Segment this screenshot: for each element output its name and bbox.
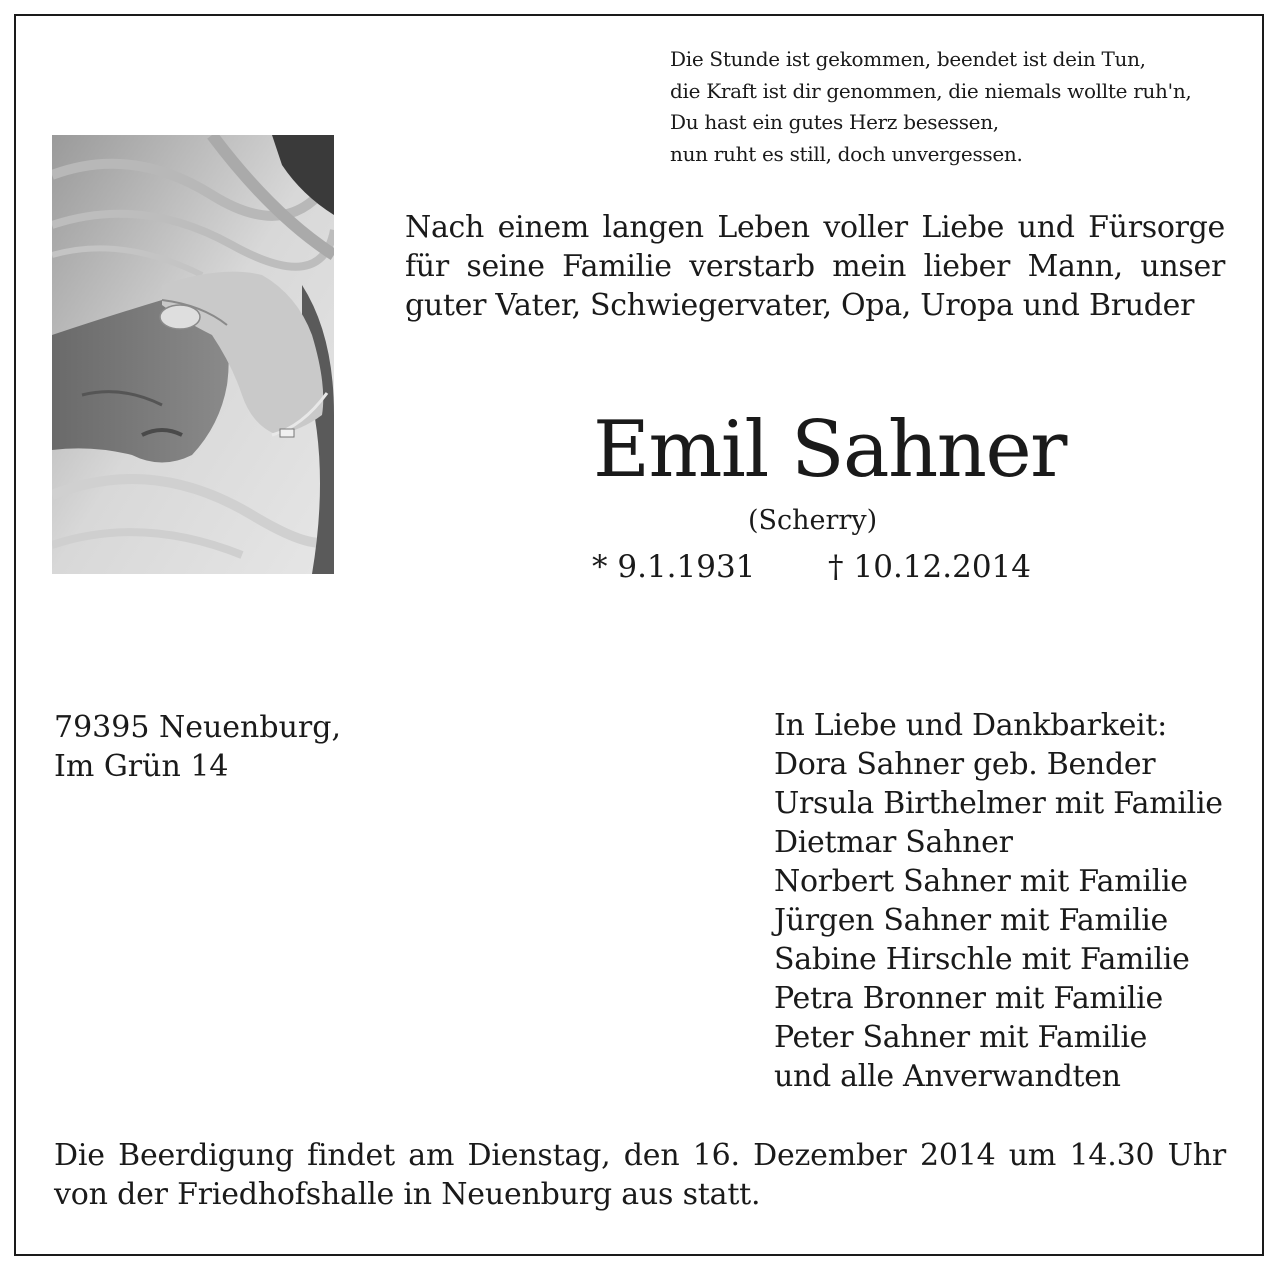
mourner: Dietmar Sahner [774, 825, 1013, 860]
death-date-line [828, 546, 1031, 588]
mourner: Norbert Sahner mit Familie [774, 864, 1188, 899]
poem [670, 44, 1191, 170]
poem-line: nun ruht es still, doch unvergessen. [670, 141, 1023, 166]
poem-line: die Kraft ist dir genommen, die niemals wollte ruh'n, [670, 78, 1192, 103]
mourner: Peter Sahner mit Familie [774, 1020, 1148, 1055]
mourner: Petra Bronner mit Familie [774, 981, 1163, 1016]
mourners-list [774, 706, 1223, 1096]
mourner: und alle Anverwandten [774, 1059, 1121, 1094]
intro-text: Nach einem langen Leben voller Liebe und Fürsorge für seine Familie verstarb mein lieber Mann, unser guter Vater, Schwiegervater, Opa, Uropa und Bruder [405, 210, 1225, 323]
address-line: Im Grün 14 [54, 749, 229, 784]
poem-line: Du hast ein gutes Herz besessen, [670, 110, 999, 134]
address-line: 79395 Neuenburg, [54, 710, 341, 745]
birth-date: * 9.1.1931 [592, 549, 756, 585]
address [54, 708, 341, 786]
poem-line: Die Stunde ist gekommen, beendet ist dein Tun, [670, 47, 1146, 71]
death-date: 10.12.2014 [853, 549, 1031, 585]
mourner: Jürgen Sahner mit Familie [774, 903, 1168, 938]
mourner: Ursula Birthelmer mit Familie [774, 786, 1223, 821]
deceased-nickname: (Scherry) [748, 505, 878, 536]
deceased-name: Emil Sahner [593, 405, 1066, 495]
mourner: Dora Sahner geb. Bender [774, 747, 1156, 782]
mourner: Sabine Hirschle mit Familie [774, 942, 1190, 977]
cross-icon: † [828, 549, 844, 585]
photo-holding-hands [52, 135, 334, 574]
funeral-notice: Die Beerdigung findet am Dienstag, den 16. Dezember 2014 um 14.30 Uhr von der Friedhofshalle in Neuenburg aus statt. [54, 1138, 1226, 1212]
mourners-heading: In Liebe und Dankbarkeit: [774, 708, 1167, 743]
